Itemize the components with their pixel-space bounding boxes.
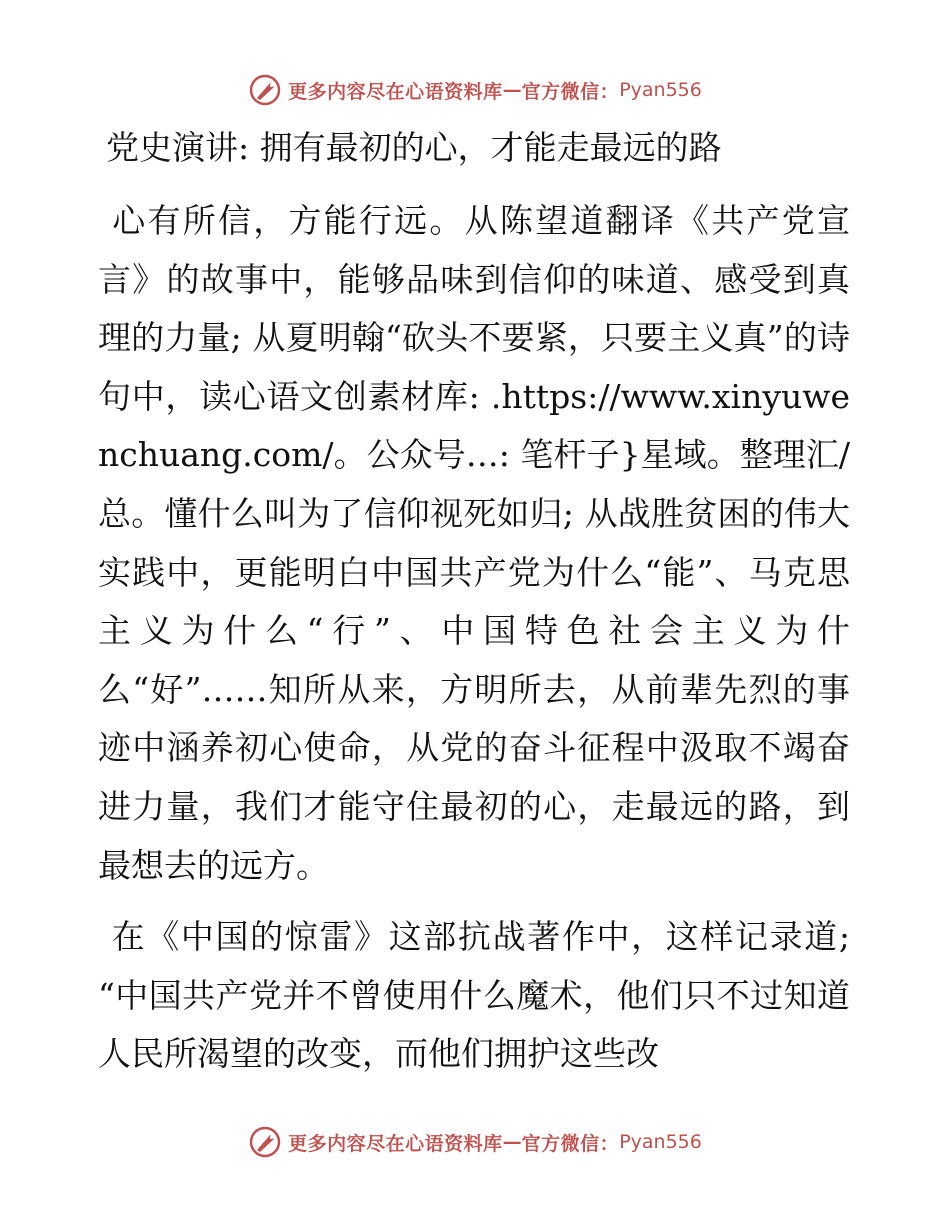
banner-separator: — <box>502 79 522 101</box>
banner-text: 更多内容尽在心语资料库 <box>288 80 503 103</box>
paragraph-text: 在《中国的惊雷》这部抗战著作中，这样记录道; “中国共产党并不曾使用什么魔术，他们只不过知道人民所渴望的改变，而他们拥护这些改 <box>98 917 850 1074</box>
pen-nib-logo-icon <box>248 1125 282 1159</box>
paragraph <box>98 908 850 1084</box>
header-banner <box>0 70 950 110</box>
banner-wechat-label: 官方微信： <box>521 1132 620 1155</box>
banner-wechat-label: 官方微信： <box>521 80 620 103</box>
paragraph-text: 心有所信，方能行远。从陈望道翻译《共产党宣言》的故事中，能够品味到信仰的味道、感受到真理的力量; 从夏明翰“砍头不要紧，只要主义真”的诗句中，读心语文创素材库: .https://www.xinyuwenchuang.com/。公众号…: 笔杆子}星域。整理汇/总。懂什么叫为了信仰视死如归; 从战胜贫困的伟大实践中，更能明白中国共产党为什么“能”、马克思主义为什么“行”、中国特色社会主义为什么“好”……知所从来，方明所去，从前辈先烈的事迹中涵养初心使命，从党的奋斗征程中汲取不竭奋进力量，我们才能守住最初的心，走最远的路，到最想去的远方。 <box>98 201 850 885</box>
banner-text: 更多内容尽在心语资料库 <box>288 1132 503 1155</box>
document-title: 党史演讲: 拥有最初的心，才能走最远的路 <box>106 128 722 167</box>
banner-wechat-id: Pyan556 <box>619 79 702 101</box>
banner-wechat-id: Pyan556 <box>619 1131 702 1153</box>
pen-nib-logo-icon <box>248 73 282 107</box>
banner-separator: — <box>502 1131 522 1153</box>
paragraph <box>98 192 850 895</box>
footer-banner <box>0 1122 950 1162</box>
